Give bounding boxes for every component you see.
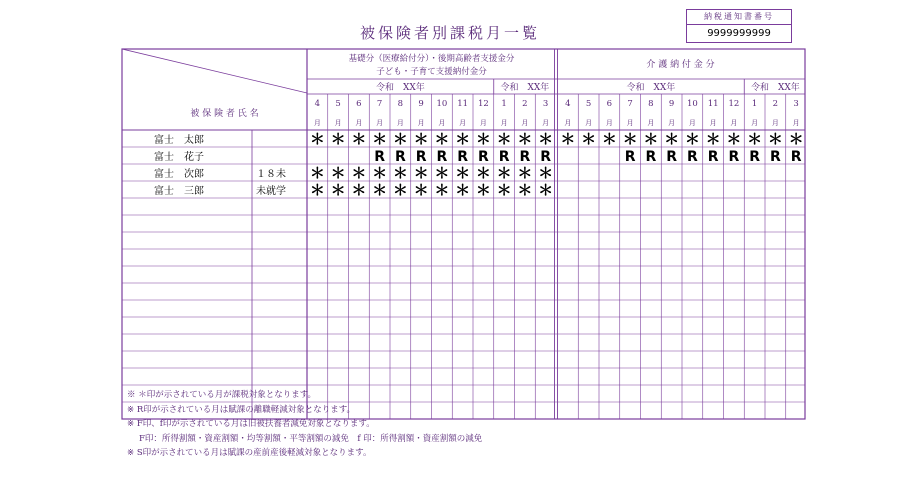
month-number: 5 [335,99,341,109]
tax-mark: ＊ [496,130,512,148]
tax-mark: ＊ [413,181,429,199]
month-number: 2 [522,99,528,109]
tax-mark: ＊ [330,130,346,148]
tax-mark: ＊ [434,130,450,148]
month-number: 4 [565,99,571,109]
reduction-mark: R [394,149,406,165]
month-suffix: 月 [771,119,779,127]
footnote: ※ S印が示されている月は賦課の産前産後軽減対象となります。 [127,448,372,459]
tax-mark: ＊ [475,130,491,148]
reduction-mark: R [436,149,448,165]
month-suffix: 月 [626,119,634,127]
tax-mark: ＊ [351,181,367,199]
month-suffix: 月 [417,119,425,127]
tax-mark: ＊ [517,164,533,182]
page-title: 被保険者別課税月一覧 [359,24,540,42]
year-label: 令和 XX年 [750,83,800,93]
tax-mark: ＊ [684,130,700,148]
insured-note: １８未 [256,169,286,180]
year-label: 令和 XX年 [500,83,550,93]
reduction-mark: R [749,149,761,165]
month-number: 10 [436,99,448,109]
month-number: 10 [686,99,698,109]
month-number: 7 [627,99,633,109]
month-suffix: 月 [688,119,696,127]
tax-mark: ＊ [601,130,617,148]
month-suffix: 月 [459,119,467,127]
month-suffix: 月 [751,119,759,127]
month-number: 3 [542,99,549,109]
month-suffix: 月 [647,119,655,127]
tax-mark: ＊ [372,181,388,199]
tax-mark: ＊ [309,130,325,148]
insured-name: 富士 三郎 [154,186,204,197]
tax-mark: ＊ [413,164,429,182]
month-suffix: 月 [355,119,363,127]
tax-mark: ＊ [372,130,388,148]
month-suffix: 月 [438,119,446,127]
month-suffix: 月 [709,119,717,127]
month-suffix: 月 [376,119,384,127]
tax-mark: ＊ [351,130,367,148]
tax-mark: ＊ [788,130,804,148]
month-suffix: 月 [500,119,508,127]
tax-mark: ＊ [330,181,346,199]
footnote: ※ F印、f印が示されている月は旧被扶養者減免対象となります。 [127,419,375,430]
month-number: 6 [356,99,362,109]
reduction-mark: R [707,149,719,165]
tax-mark: ＊ [392,130,408,148]
tax-mark: ＊ [309,164,325,182]
reduction-mark: R [374,149,386,165]
month-suffix: 月 [792,119,800,127]
tax-mark: ＊ [351,164,367,182]
insured-name: 富士 太郎 [154,135,204,146]
insured-name: 富士 次郎 [154,169,204,180]
month-suffix: 月 [521,119,529,127]
tax-mark: ＊ [309,181,325,199]
reduction-mark: R [645,149,657,165]
tax-mark: ＊ [643,130,659,148]
month-number: 9 [668,99,675,109]
year-label: 令和 XX年 [375,83,425,93]
reduction-mark: R [457,149,469,165]
insured-note: 未就学 [256,186,286,197]
month-number: 7 [376,99,383,109]
tax-mark: ＊ [496,164,512,182]
tax-mark: ＊ [475,164,491,182]
tax-mark: ＊ [517,181,533,199]
tax-mark: ＊ [413,130,429,148]
month-number: 9 [418,99,424,109]
tax-mark: ＊ [767,130,783,148]
reduction-mark: R [624,149,636,165]
reduction-mark: R [790,149,802,165]
tax-mark: ＊ [392,181,408,199]
tax-mark: ＊ [455,130,471,148]
month-number: 12 [728,99,740,109]
notice-number-value: 9999999999 [707,28,771,39]
tax-mark: ＊ [560,130,576,148]
reduction-mark: R [415,149,427,165]
tax-mark: ＊ [538,130,554,148]
month-suffix: 月 [334,119,342,127]
reduction-mark: R [540,149,552,165]
tax-mark: ＊ [496,181,512,199]
header-diagonal [122,49,307,93]
month-suffix: 月 [730,119,738,127]
tax-mark: ＊ [475,181,491,199]
footnotes [127,388,482,461]
notice-number-label: 納税通知書番号 [687,10,791,25]
tax-mark: ＊ [581,130,597,148]
tax-mark: ＊ [622,130,638,148]
section-kiso-title: 基礎分（医療給付分）・後期高齢者支援金分 [348,54,515,64]
month-number: 6 [606,99,613,109]
footnote: ※ ＊印が示されている月が課税対象となります。 [127,390,317,400]
month-suffix: 月 [668,119,676,127]
tax-mark: ＊ [455,181,471,199]
month-number: 3 [793,99,799,109]
section-kiso-subtitle: 子ども・子育て支援納付金分 [376,67,487,77]
month-suffix: 月 [605,119,613,127]
month-number: 5 [585,99,592,109]
month-number: 4 [314,99,321,109]
reduction-mark: R [519,149,531,165]
reduction-mark: R [666,149,678,165]
month-number: 12 [477,99,489,109]
insured-name: 富士 花子 [154,152,204,163]
tax-mark: ＊ [330,164,346,182]
tax-mark: ＊ [392,164,408,182]
name-column-header: 被 保 険 者 氏 名 [190,109,259,119]
month-suffix: 月 [396,119,404,127]
reduction-mark: R [477,149,489,165]
tax-mark: ＊ [372,164,388,182]
tax-mark: ＊ [538,164,554,182]
month-number: 2 [772,99,779,109]
reduction-mark: R [498,149,510,165]
month-suffix: 月 [585,119,593,127]
tax-mark: ＊ [747,130,763,148]
month-number: 1 [501,99,507,109]
month-number: 11 [707,99,719,109]
month-suffix: 月 [479,119,487,127]
reduction-mark: R [686,149,698,165]
tax-mark: ＊ [664,130,680,148]
tax-mark: ＊ [705,130,721,148]
month-suffix: 月 [542,119,550,127]
footnote: F印：所得割額・資産割額・均等割額・平等割額の減免 f 印：所得割額・資産割額の減免 [139,433,483,444]
month-number: 1 [751,99,758,109]
month-suffix: 月 [313,119,321,127]
month-number: 11 [457,99,469,109]
tax-mark: ＊ [434,181,450,199]
month-number: 8 [648,99,654,109]
tax-mark: ＊ [726,130,742,148]
reduction-mark: R [728,149,740,165]
reduction-mark: R [769,149,781,165]
year-label: 令和 XX年 [626,83,676,93]
footnote: ※ R印が示されている月は賦課の離職軽減対象となります。 [127,404,356,415]
tax-mark: ＊ [434,164,450,182]
tax-mark: ＊ [517,130,533,148]
tax-mark: ＊ [455,164,471,182]
month-suffix: 月 [564,119,572,127]
section-kaigo-title: 介 護 納 付 金 分 [646,60,715,70]
month-number: 8 [397,99,404,109]
tax-mark: ＊ [538,181,554,199]
